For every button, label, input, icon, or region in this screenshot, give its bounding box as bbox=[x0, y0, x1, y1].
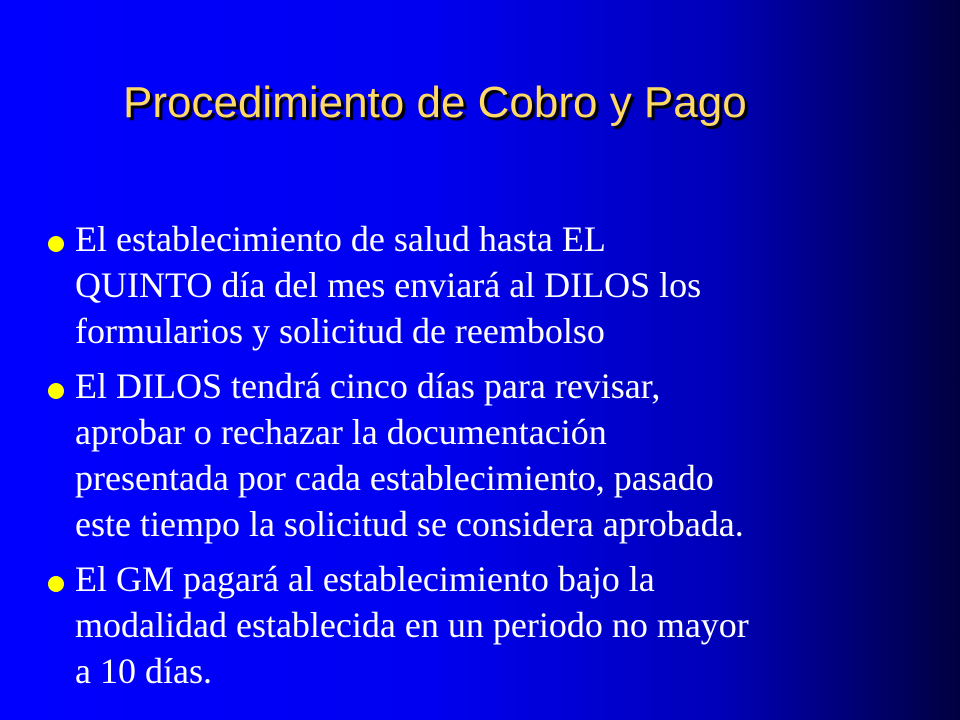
bullet-dot-icon bbox=[48, 576, 64, 592]
bullet-item bbox=[48, 363, 908, 547]
bullet-line: El GM pagará al establecimiento bajo la bbox=[75, 559, 655, 599]
bullet-line: a 10 días. bbox=[75, 651, 212, 691]
bullet-dot-icon bbox=[48, 236, 64, 252]
bullet-item bbox=[48, 216, 908, 354]
bullet-line: El establecimiento de salud hasta EL bbox=[75, 219, 606, 259]
bullet-line: QUINTO día del mes enviará al DILOS los bbox=[75, 265, 702, 305]
bullet-line: modalidad establecida en un periodo no mayor bbox=[75, 605, 749, 645]
bullet-dot-icon bbox=[48, 383, 64, 399]
bullet-line: presentada por cada establecimiento, pasado bbox=[75, 458, 714, 498]
bullet-item bbox=[48, 556, 908, 694]
bullet-line: formularios y solicitud de reembolso bbox=[75, 311, 605, 351]
bullet-list bbox=[48, 216, 908, 703]
bullet-line: aprobar o rechazar la documentación bbox=[75, 412, 607, 452]
slide-title: Procedimiento de Cobro y Pago bbox=[123, 78, 747, 127]
bullet-line: este tiempo la solicitud se considera aprobada. bbox=[75, 504, 744, 544]
bullet-line: El DILOS tendrá cinco días para revisar, bbox=[75, 366, 661, 406]
